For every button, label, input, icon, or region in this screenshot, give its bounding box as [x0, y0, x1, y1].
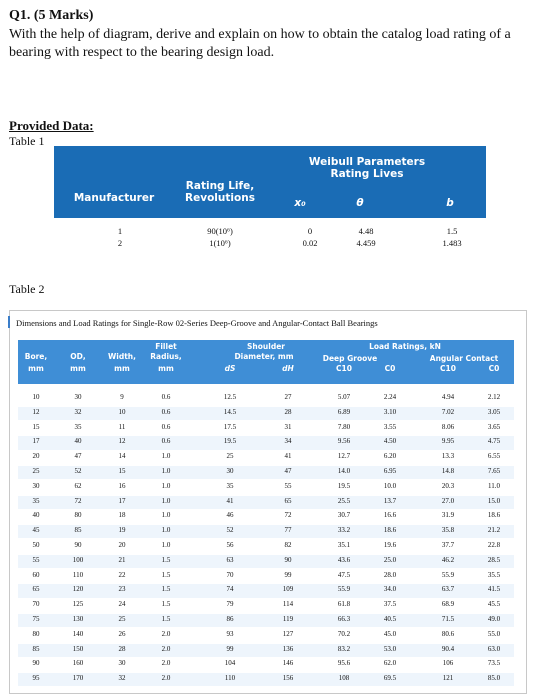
table2-header-unit: mm	[114, 364, 130, 373]
table-cell: 80	[74, 511, 82, 520]
table-cell: 50	[32, 541, 40, 549]
table2-header-radius: Radius,	[150, 352, 182, 361]
table-cell: 0.6	[161, 437, 171, 446]
table-cell: 77	[284, 526, 292, 535]
table-cell: 20.3	[441, 481, 455, 490]
table-cell: 6.95	[383, 467, 397, 475]
table-cell: 10.0	[383, 481, 397, 490]
table-cell: 114	[282, 600, 294, 609]
table-cell: 9	[120, 393, 124, 401]
table-cell: 3.55	[383, 422, 397, 431]
table-cell: 41	[226, 496, 234, 505]
table-cell: 4.75	[487, 437, 501, 446]
table-cell: 19.6	[383, 541, 397, 549]
table-cell: 7.80	[337, 422, 351, 431]
table-cell: 72	[284, 511, 292, 520]
table-row	[18, 658, 514, 671]
table-cell: 83.2	[337, 644, 351, 653]
table-cell: 28	[118, 644, 126, 653]
table-cell: 30	[118, 659, 126, 668]
table-cell: 10	[32, 393, 40, 401]
table-cell: 1.5	[161, 555, 171, 564]
table-cell: 55.0	[487, 629, 501, 638]
table-cell: 30	[74, 393, 82, 401]
table-cell: 85	[74, 526, 82, 535]
table-cell: 1.5	[161, 600, 171, 609]
table-cell: 110	[224, 674, 236, 683]
table1-header-theta: θ	[356, 197, 364, 209]
table2-header-angular-c10: C10	[440, 364, 456, 373]
table-cell: 170	[72, 674, 84, 683]
table1-header-b: b	[446, 197, 454, 209]
table-cell: 30.7	[337, 511, 351, 520]
table-cell: 16	[118, 481, 126, 490]
table-cell: 35.5	[487, 570, 501, 579]
table-row	[18, 392, 514, 405]
table-cell: 35.8	[441, 526, 455, 535]
table-cell: 1.0	[161, 496, 171, 505]
table-cell: 12.7	[337, 452, 351, 461]
table-cell: 3.65	[487, 422, 501, 431]
table-cell: 1.0	[161, 511, 171, 520]
table1-cell: 2	[117, 238, 123, 248]
table2-header-unit: mm	[70, 364, 86, 373]
table-cell: 20	[32, 452, 40, 461]
table-cell: 0.6	[161, 407, 171, 416]
table-cell: 18	[118, 511, 126, 520]
table-cell: 3.05	[487, 407, 501, 416]
table-row	[18, 673, 514, 686]
table-cell: 95.6	[337, 659, 351, 668]
table-cell: 35	[32, 496, 40, 505]
table2-header-angular-contact: Angular Contact	[429, 354, 499, 363]
table-cell: 32	[118, 674, 126, 683]
table1-cell: 0.02	[302, 238, 318, 248]
table1-header-x0: x₀	[294, 197, 306, 209]
table2-header-load-ratings: Load Ratings, kN	[369, 342, 441, 351]
table-cell: 119	[282, 615, 294, 623]
table-cell: 106	[442, 659, 454, 668]
table-cell: 1.0	[161, 541, 171, 549]
table1-cell: 0	[307, 226, 313, 236]
table-cell: 14.0	[337, 467, 351, 475]
table-cell: 56	[226, 541, 234, 549]
table-cell: 1.0	[161, 452, 171, 461]
table-cell: 68.9	[441, 600, 455, 609]
table-cell: 40	[32, 511, 40, 520]
table-cell: 30	[226, 467, 234, 475]
table-cell: 1.0	[161, 467, 171, 475]
table-cell: 6.55	[487, 452, 501, 461]
table-cell: 15.0	[487, 496, 501, 505]
table-cell: 2.24	[383, 393, 397, 401]
table-cell: 109	[282, 585, 294, 594]
table2-header-shoulder: Shoulder	[247, 342, 285, 351]
table2-header	[18, 340, 514, 384]
table-cell: 13.7	[383, 496, 397, 505]
table-row	[18, 584, 514, 597]
table-row	[18, 407, 514, 420]
table-row	[18, 570, 514, 583]
table-cell: 3.10	[383, 407, 397, 416]
table-cell: 125	[72, 600, 84, 609]
table2-caption-marker	[8, 316, 10, 328]
table-cell: 2.0	[161, 644, 171, 653]
table-cell: 47	[284, 467, 292, 475]
table-cell: 34.0	[383, 585, 397, 594]
table-cell: 22.8	[487, 541, 501, 549]
table-row	[18, 451, 514, 464]
table-cell: 80	[32, 629, 40, 638]
table2-label: Table 2	[9, 282, 45, 296]
table-cell: 104	[224, 659, 236, 668]
table2-header-unit: mm	[28, 364, 44, 373]
table-cell: 25	[118, 615, 126, 623]
table-cell: 85.0	[487, 674, 501, 683]
table-row	[18, 496, 514, 509]
table-cell: 20	[118, 541, 126, 549]
table-cell: 32	[74, 407, 82, 416]
table-cell: 49.0	[487, 615, 501, 623]
table-cell: 1.5	[161, 570, 171, 579]
table-cell: 17	[118, 496, 126, 505]
table-cell: 31.9	[441, 511, 455, 520]
table-row	[18, 629, 514, 642]
table-cell: 37.5	[383, 600, 397, 609]
question-body: With the help of diagram, derive and explain on how to obtain the catalog load rating of a bearing with respect to the bearing design load.	[9, 27, 511, 60]
table1-cell: 1(10⁶)	[209, 238, 231, 248]
table-cell: 28.0	[383, 570, 397, 579]
table2-header-width: Width,	[108, 352, 136, 361]
table-cell: 35	[74, 422, 82, 431]
table-cell: 110	[72, 570, 84, 579]
table-cell: 6.89	[337, 407, 351, 416]
table-cell: 8.06	[441, 422, 455, 431]
table-cell: 90	[32, 659, 40, 668]
table-cell: 43.6	[337, 555, 351, 564]
table-cell: 62	[74, 481, 82, 490]
table-cell: 80.6	[441, 629, 455, 638]
table-cell: 45.0	[383, 629, 397, 638]
table-cell: 4.50	[383, 437, 397, 446]
table1-cell: 1.483	[442, 238, 462, 248]
table-cell: 71.5	[441, 615, 455, 623]
table-cell: 25.0	[383, 555, 397, 564]
table1-header-weibull: Weibull Parameters Rating Lives	[308, 156, 426, 180]
provided-data-heading: Provided Data:	[9, 118, 94, 133]
table-cell: 95	[32, 674, 40, 683]
table-cell: 6.20	[383, 452, 397, 461]
table1-cell: 1	[117, 226, 123, 236]
table1-label: Table 1	[9, 134, 45, 148]
table1-header-manufacturer: Manufacturer	[73, 192, 155, 204]
table-row	[18, 481, 514, 494]
table-cell: 63	[226, 555, 234, 564]
table-cell: 140	[72, 629, 84, 638]
table1-cell: 90(10⁶)	[207, 226, 233, 236]
table-row	[18, 525, 514, 538]
table-row	[18, 436, 514, 449]
table-cell: 37.7	[441, 541, 455, 549]
table-cell: 70	[226, 570, 234, 579]
table-cell: 62.0	[383, 659, 397, 668]
table-cell: 5.07	[337, 393, 351, 401]
table-row	[18, 599, 514, 612]
table-cell: 82	[284, 541, 292, 549]
table-cell: 35.1	[337, 541, 351, 549]
table-cell: 69.5	[383, 674, 397, 683]
table-cell: 22	[118, 570, 126, 579]
table-cell: 85	[32, 644, 40, 653]
table-cell: 35	[226, 481, 234, 490]
table-cell: 40	[74, 437, 82, 446]
table-cell: 90	[74, 541, 82, 549]
table-cell: 11.0	[488, 481, 500, 490]
table2-header-bore: Bore,	[24, 352, 48, 361]
table-cell: 45.5	[487, 600, 501, 609]
table-cell: 14.8	[441, 467, 455, 475]
table-cell: 2.0	[161, 629, 171, 638]
table-cell: 160	[72, 659, 84, 668]
table-cell: 70	[32, 600, 40, 609]
table2-header-diameter: Diameter, mm	[234, 352, 294, 361]
table-cell: 52	[74, 467, 82, 475]
table-cell: 16.6	[383, 511, 397, 520]
table-cell: 28.5	[487, 555, 501, 564]
table-cell: 120	[72, 585, 84, 594]
table-cell: 63.0	[487, 644, 501, 653]
table-cell: 41	[284, 452, 292, 461]
table-cell: 65	[284, 496, 292, 505]
table-cell: 14	[118, 452, 126, 461]
table-cell: 75	[32, 615, 40, 623]
table-row	[18, 510, 514, 523]
table-cell: 46	[226, 511, 234, 520]
table-cell: 18.6	[487, 511, 501, 520]
table-cell: 27	[284, 393, 292, 401]
table-cell: 72	[74, 496, 82, 505]
table-cell: 55	[284, 481, 292, 490]
table-cell: 1.0	[161, 526, 171, 535]
table-cell: 12	[118, 437, 126, 446]
table-cell: 2.12	[487, 393, 501, 401]
table1-cell: 4.459	[356, 238, 376, 248]
table1-header	[54, 146, 486, 218]
table-cell: 90	[284, 555, 292, 564]
table-cell: 21.2	[487, 526, 501, 535]
table-row	[18, 466, 514, 479]
table-cell: 63.7	[441, 585, 455, 594]
table-cell: 34	[284, 437, 292, 446]
table-cell: 28	[284, 407, 292, 416]
table-cell: 2.0	[161, 674, 171, 683]
table-cell: 12.5	[223, 393, 237, 401]
table-cell: 25.5	[337, 496, 351, 505]
table-cell: 55.9	[337, 585, 351, 594]
table-cell: 31	[284, 422, 292, 431]
table-row	[18, 614, 514, 627]
table-cell: 130	[72, 615, 84, 623]
table-cell: 146	[282, 659, 294, 668]
table-cell: 0.6	[161, 422, 171, 431]
question-title: Q1. (5 Marks)	[9, 8, 94, 23]
table2-header-dh: dH	[282, 364, 294, 373]
table-cell: 99	[284, 570, 292, 579]
table-row	[18, 540, 514, 553]
table-cell: 53.0	[383, 644, 397, 653]
table-cell: 15	[118, 467, 126, 475]
table2-header-deep-groove: Deep Groove	[322, 354, 378, 363]
table-cell: 17	[32, 437, 40, 446]
table-cell: 30	[32, 481, 40, 490]
table-cell: 100	[72, 555, 84, 564]
table-cell: 41.5	[487, 585, 501, 594]
table-cell: 1.5	[161, 585, 171, 594]
table-cell: 14.5	[223, 407, 237, 416]
table1-cell: 1.5	[446, 226, 458, 236]
table-cell: 74	[226, 585, 234, 594]
table-cell: 1.5	[161, 615, 171, 623]
table-cell: 70.2	[337, 629, 351, 638]
table2-header-fillet: Fillet	[155, 342, 177, 351]
table-cell: 121	[442, 674, 454, 683]
table-cell: 99	[226, 644, 234, 653]
table-cell: 26	[118, 629, 126, 638]
table-cell: 17.5	[223, 422, 237, 431]
table-cell: 47.5	[337, 570, 351, 579]
table-cell: 13.3	[441, 452, 455, 461]
table-cell: 47	[74, 452, 82, 461]
table-cell: 79	[226, 600, 234, 609]
table-cell: 150	[72, 644, 84, 653]
table-cell: 66.3	[337, 615, 351, 623]
table-cell: 25	[32, 467, 40, 475]
table-cell: 65	[32, 585, 40, 594]
table-cell: 60	[32, 570, 40, 579]
table-cell: 0.6	[161, 393, 171, 401]
table2-caption: Dimensions and Load Ratings for Single-Row 02-Series Deep-Groove and Angular-Contact Ball Bearings	[16, 318, 378, 328]
table-cell: 156	[282, 674, 294, 683]
table-cell: 33.2	[337, 526, 351, 535]
table-cell: 19	[118, 526, 126, 535]
table2-header-unit: mm	[158, 364, 174, 373]
table-cell: 93	[226, 629, 234, 638]
table-cell: 27.0	[441, 496, 455, 505]
table-cell: 12	[32, 407, 40, 416]
table-cell: 108	[338, 674, 350, 683]
table2-header-ds: dS	[224, 364, 236, 373]
table-cell: 11	[118, 422, 126, 431]
table-cell: 10	[118, 407, 126, 416]
table-cell: 19.5	[223, 437, 237, 446]
table2-header-deep-c10: C10	[336, 364, 352, 373]
table-cell: 23	[118, 585, 126, 594]
table1-header-rating-life: Rating Life, Revolutions	[185, 180, 255, 204]
table-cell: 9.56	[337, 437, 351, 446]
table2-header-deep-c0: C0	[384, 364, 396, 373]
table-cell: 127	[282, 629, 294, 638]
table-cell: 73.5	[487, 659, 501, 668]
table2-header-angular-c0: C0	[488, 364, 500, 373]
table-row	[18, 555, 514, 568]
table-cell: 61.8	[337, 600, 351, 609]
table-cell: 4.94	[441, 393, 455, 401]
table-cell: 19.5	[337, 481, 351, 490]
table-row	[18, 644, 514, 657]
table-cell: 7.65	[487, 467, 501, 475]
table-cell: 55.9	[441, 570, 455, 579]
table-cell: 1.0	[161, 481, 171, 490]
table-cell: 24	[118, 600, 126, 609]
table-cell: 52	[226, 526, 234, 535]
table-row	[18, 422, 514, 435]
table2-header-od: OD,	[70, 352, 86, 361]
table-cell: 45	[32, 526, 40, 535]
table-cell: 40.5	[383, 615, 397, 623]
table-cell: 21	[118, 555, 126, 564]
table-cell: 90.4	[441, 644, 455, 653]
table-cell: 25	[226, 452, 234, 461]
table-cell: 86	[226, 615, 234, 623]
table-cell: 136	[282, 644, 294, 653]
table-cell: 7.02	[441, 407, 455, 416]
table1-cell: 4.48	[358, 226, 374, 236]
table-cell: 2.0	[161, 659, 171, 668]
table-cell: 9.95	[441, 437, 455, 446]
table-cell: 46.2	[441, 555, 455, 564]
table-cell: 15	[32, 422, 40, 431]
table-cell: 55	[32, 555, 40, 564]
table-cell: 18.6	[383, 526, 397, 535]
